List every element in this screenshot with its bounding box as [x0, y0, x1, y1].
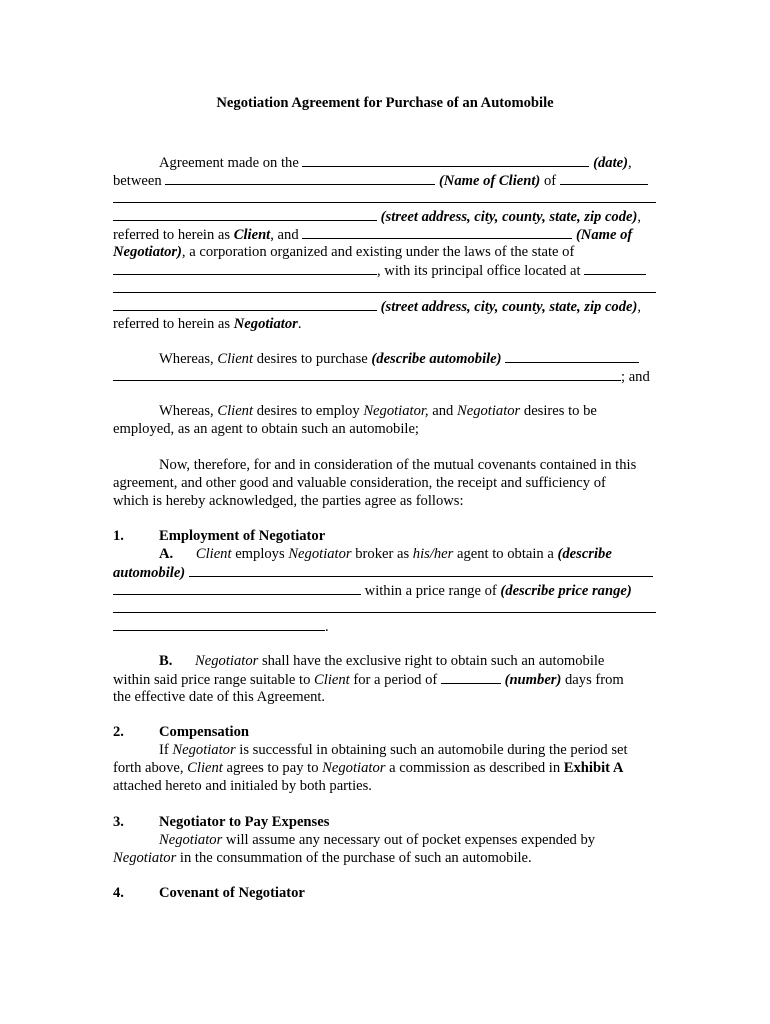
intro-line-5: referred to herein as Client, and (Name of [113, 227, 633, 243]
section-1a-line-1: A. Client employs Negotiator broker as his/her agent to obtain a (describe [159, 546, 612, 562]
section-1a-line-4 [113, 599, 658, 617]
client-address-blank-2[interactable] [113, 207, 377, 221]
now-therefore-paragraph: Now, therefore, for and in consideration of the mutual covenants contained in this agreement, and other good and valuable consideration, the receipt and sufficiency of which is hereby acknowledged, the parties agree as follows: [113, 457, 637, 509]
negotiator-name-blank[interactable] [302, 225, 572, 239]
section-1b: B. Negotiator shall have the exclusive right to obtain such an automobile within said price range suitable to Client for a period of (number) days from the effective date of this Agreement. [113, 653, 624, 705]
automobile-description-blank-2[interactable] [113, 367, 621, 381]
section-4 [113, 884, 658, 902]
section-1a-automobile-blank-2[interactable] [113, 581, 361, 595]
section-1a-line-2: automobile) [113, 563, 658, 581]
intro-paragraph [113, 153, 658, 333]
section-1a-line-5: . [113, 617, 658, 635]
price-range-blank-2[interactable] [113, 617, 325, 631]
principal-office-blank-2[interactable] [113, 279, 656, 293]
intro-line-7: , with its principal office located at [113, 261, 658, 279]
section-2: 2. Compensation If Negotiator is successful in obtaining such an automobile during the period set forth above, Client agrees to pay to Negotiator a commission as described in Exhibit A attached hereto and initialed by both parties. [113, 723, 658, 795]
client-of-blank[interactable] [560, 171, 648, 185]
section-2-heading: 2. Compensation [113, 724, 250, 740]
state-blank[interactable] [113, 261, 377, 275]
document-title: Negotiation Agreement for Purchase of an Automobile [216, 95, 554, 111]
intro-line-9: (street address, city, county, state, zip code), [113, 297, 658, 315]
intro-line-6: Negotiator), a corporation organized and existing under the laws of the state of [113, 244, 575, 260]
client-address-blank-1[interactable] [113, 189, 656, 203]
section-4-heading: 4. Covenant of Negotiator [113, 885, 305, 901]
section-1a-automobile-blank[interactable] [189, 563, 653, 577]
whereas-purchase-paragraph: Whereas, Client desires to purchase (describe automobile) ; and [113, 349, 658, 385]
intro-line-4: (street address, city, county, state, zip code), [113, 207, 658, 225]
client-name-blank[interactable] [165, 171, 435, 185]
intro-line-8 [113, 279, 658, 297]
section-3-heading: 3. Negotiator to Pay Expenses [113, 814, 330, 830]
section-1-heading: 1. Employment of Negotiator [113, 528, 326, 544]
intro-line-1: Agreement made on the (date), [159, 155, 632, 171]
section-1a-line-3: within a price range of (describe price range) [113, 581, 658, 599]
principal-office-blank-1[interactable] [584, 261, 646, 275]
date-blank[interactable] [302, 153, 589, 167]
section-1 [113, 527, 658, 635]
intro-line-10: referred to herein as Negotiator. [113, 316, 302, 332]
whereas-employ-paragraph: Whereas, Client desires to employ Negotiator, and Negotiator desires to be employed, as an agent to obtain such an automobile; [113, 403, 597, 437]
principal-office-blank-3[interactable] [113, 297, 377, 311]
section-3: 3. Negotiator to Pay Expenses Negotiator will assume any necessary out of pocket expenses expended by Negotiator in the consummation of the purchase of such an automobile. [113, 813, 658, 867]
automobile-description-blank-1[interactable] [505, 349, 639, 363]
intro-line-2: between (Name of Client) of [113, 171, 658, 189]
period-number-blank[interactable] [441, 670, 501, 684]
price-range-blank-1[interactable] [113, 599, 656, 613]
intro-line-3 [113, 189, 658, 207]
